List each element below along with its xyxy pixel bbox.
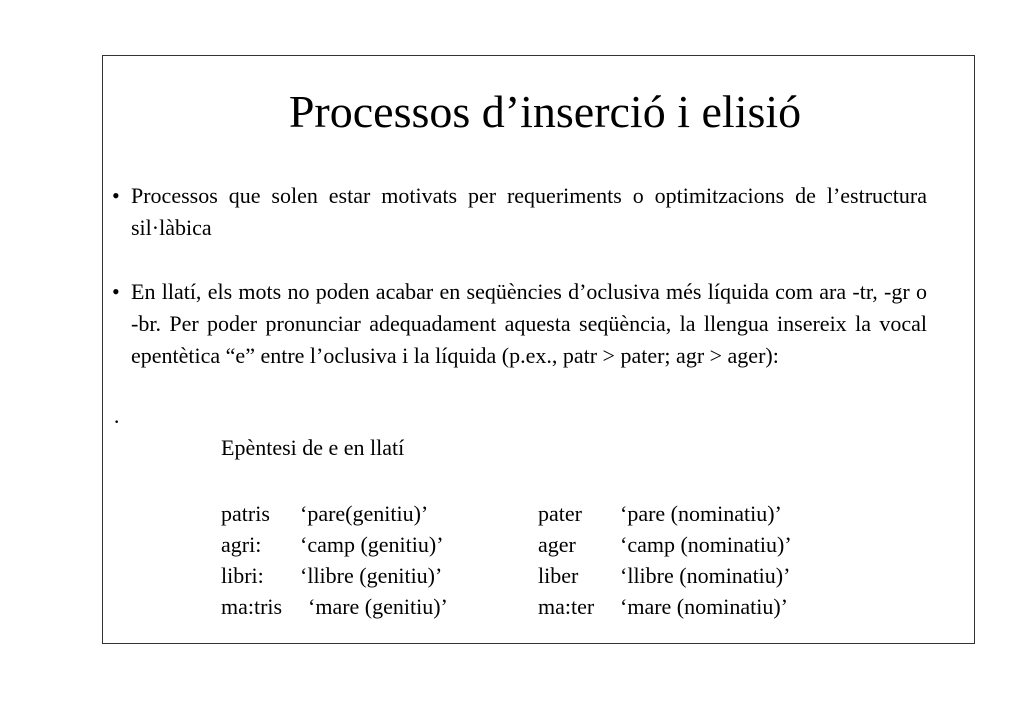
nominative-gloss: ‘pare (nominatiu)’ xyxy=(620,501,782,526)
slide-title: Processos d’inserció i elisió xyxy=(288,86,802,137)
nominative-form: ma:ter xyxy=(538,594,595,619)
nominative-gloss: ‘llibre (nominatiu)’ xyxy=(620,563,791,588)
genitive-form: patris xyxy=(221,501,270,526)
nominative-form: pater xyxy=(538,501,582,526)
nominative-form: ager xyxy=(538,532,576,557)
genitive-gloss: ‘pare(genitiu)’ xyxy=(300,501,429,526)
genitive-gloss: ‘camp (genitiu)’ xyxy=(300,532,444,557)
genitive-gloss: ‘mare (genitiu)’ xyxy=(308,594,448,619)
nominative-form: liber xyxy=(538,563,579,588)
genitive-form: libri: xyxy=(221,563,264,588)
genitive-form: agri: xyxy=(221,532,262,557)
nominative-gloss: ‘mare (nominatiu)’ xyxy=(620,594,788,619)
bullet-text-latin-epenthesis: En llatí, els mots no poden acabar en seqüències d’oclusiva més líquida com ara -tr, -gr o -br. Per poder pronunciar adequadament aquesta seqüència, la llengua insereix la vocal epentètica “e” entre l’oclusiva i la líquida (p.ex., patr > pater; agr > ager): xyxy=(131,279,927,368)
bullet-text-syllable-structure: Processos que solen estar motivats per requeriments o optimitzacions de l’estructura sil·làbica xyxy=(131,183,927,240)
example-heading: Epèntesi de e en llatí xyxy=(221,435,405,460)
bullet-marker: • xyxy=(112,183,120,208)
genitive-form: ma:tris xyxy=(221,594,283,619)
nominative-gloss: ‘camp (nominatiu)’ xyxy=(620,532,792,557)
bullet-marker: • xyxy=(112,279,120,304)
genitive-gloss: ‘llibre (genitiu)’ xyxy=(300,563,443,588)
stray-mark: · xyxy=(113,409,121,434)
